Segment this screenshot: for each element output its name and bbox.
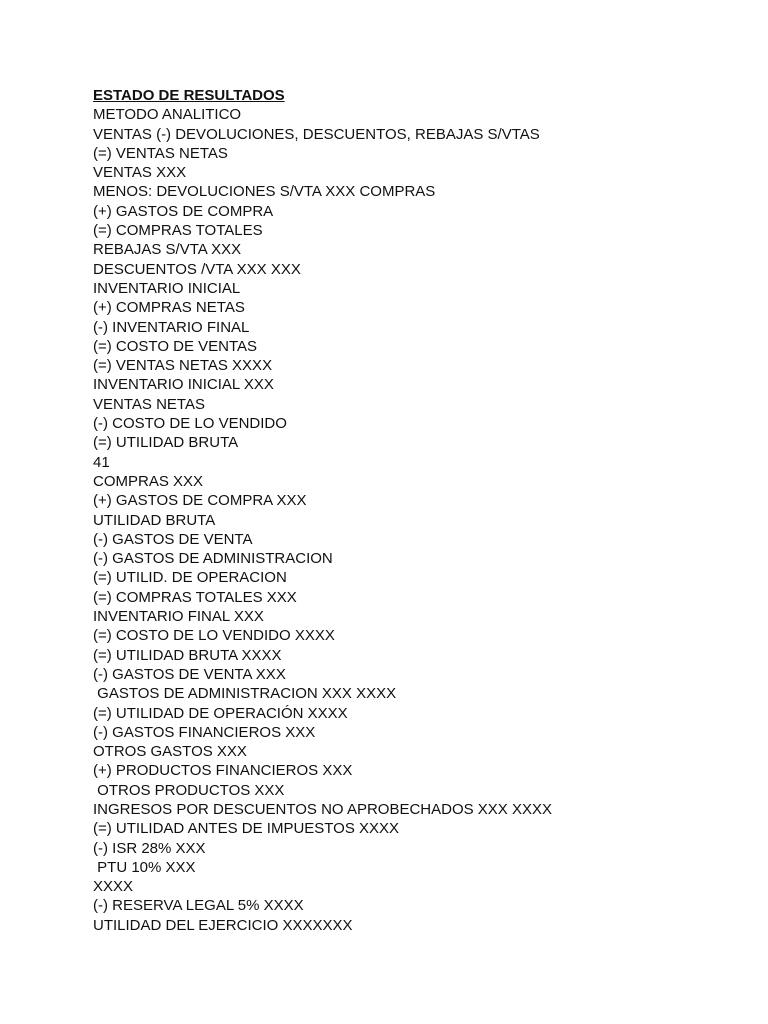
document-line: (=) COMPRAS TOTALES XXX [93, 588, 297, 606]
document-line: (+) GASTOS DE COMPRA XXX [93, 492, 307, 510]
document-line: (=) COSTO DE VENTAS [93, 337, 258, 355]
document-line: REBAJAS S/VTA XXX [93, 241, 242, 259]
document-line: (+) GASTOS DE COMPRA [93, 202, 274, 220]
document-line: VENTAS NETAS [93, 395, 205, 413]
document-line: (=) COSTO DE LO VENDIDO XXXX [93, 627, 335, 645]
document-line: (=) UTILIDAD DE OPERACIÓN XXXX [93, 704, 348, 722]
document-line: DESCUENTOS /VTA XXX XXX [93, 260, 301, 278]
document-line: PTU 10% XXX [93, 858, 196, 876]
document-line: (-) ISR 28% XXX [93, 839, 206, 857]
document-line: UTILIDAD BRUTA [93, 511, 216, 529]
document-line: (+) COMPRAS NETAS [93, 299, 245, 317]
document-line: COMPRAS XXX [93, 472, 204, 490]
document-line: (-) GASTOS FINANCIEROS XXX [93, 723, 316, 741]
document-line: (=) VENTAS NETAS [93, 144, 228, 162]
document-line: INGRESOS POR DESCUENTOS NO APROBECHADOS XXX XXXX [93, 800, 553, 818]
document-line: (=) UTILID. DE OPERACION [93, 569, 287, 587]
document-line: (-) INVENTARIO FINAL [93, 318, 250, 336]
document-body [93, 86, 733, 935]
document-line: GASTOS DE ADMINISTRACION XXX XXXX [93, 685, 397, 703]
document-line: (+) PRODUCTOS FINANCIEROS XXX [93, 762, 353, 780]
document-line: (-) COSTO DE LO VENDIDO [93, 415, 287, 433]
document-line: INVENTARIO INICIAL [93, 279, 241, 297]
document-line: (=) COMPRAS TOTALES [93, 222, 263, 240]
document-line: (=) VENTAS NETAS XXXX [93, 357, 273, 375]
document-line: (-) GASTOS DE ADMINISTRACION [93, 550, 333, 568]
document-line: UTILIDAD DEL EJERCICIO XXXXXXX [93, 916, 353, 934]
document-line: (=) UTILIDAD BRUTA [93, 434, 239, 452]
page-number: 41 [93, 453, 110, 471]
document-line: OTROS GASTOS XXX [93, 743, 247, 761]
document-line: (=) UTILIDAD BRUTA XXXX [93, 646, 282, 664]
document-line: (-) GASTOS DE VENTA [93, 530, 253, 548]
document-line: MENOS: DEVOLUCIONES S/VTA XXX COMPRAS [93, 183, 436, 201]
document-line: VENTAS XXX [93, 164, 187, 182]
document-line: (=) UTILIDAD ANTES DE IMPUESTOS XXXX [93, 820, 400, 838]
document-title: ESTADO DE RESULTADOS [93, 87, 285, 104]
document-line: METODO ANALITICO [93, 106, 242, 124]
document-line: INVENTARIO INICIAL XXX [93, 376, 274, 394]
document-line: (-) RESERVA LEGAL 5% XXXX [93, 897, 304, 915]
document-line: INVENTARIO FINAL XXX [93, 608, 264, 626]
document-line: OTROS PRODUCTOS XXX [93, 781, 285, 799]
document-line: (-) GASTOS DE VENTA XXX [93, 665, 286, 683]
document-line: XXXX [93, 878, 134, 896]
document-line: VENTAS (-) DEVOLUCIONES, DESCUENTOS, REBAJAS S/VTAS [93, 125, 540, 143]
